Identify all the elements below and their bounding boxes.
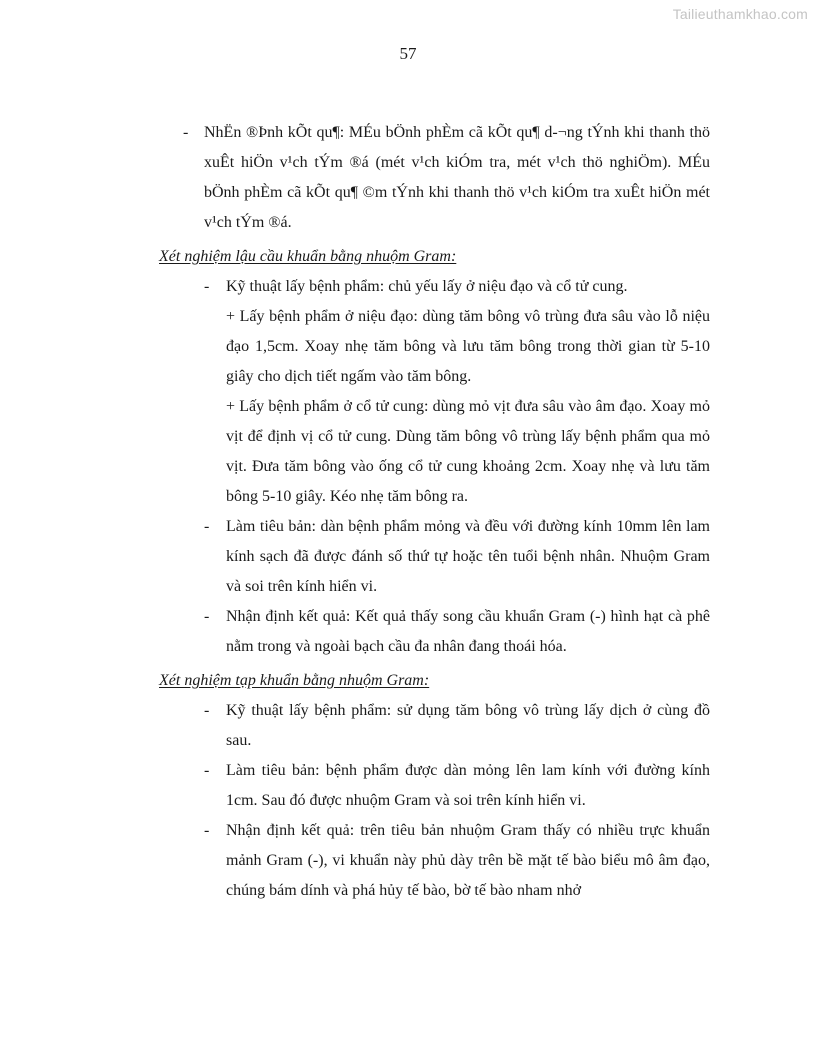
bullet: - (204, 822, 210, 839)
list-item (0, 272, 816, 302)
watermark: Tailieuthamkhao.com (672, 6, 808, 22)
paragraph-text: Nhận định kết quả: Kết quả thấy song cầu khuẩn Gram (-) hình hạt cà phê nằm trong và ngoài bạch cầu đa nhân đang thoái hóa. (226, 608, 710, 655)
paragraph-text: Làm tiêu bản: dàn bệnh phẩm mỏng và đều với đường kính 10mm lên lam kính sạch đã được đánh số thứ tự hoặc tên tuổi bệnh nhân. Nhuộm Gram và soi trên kính hiển vi. (226, 518, 710, 595)
paragraph-text: + Lấy bệnh phẩm ở niệu đạo: dùng tăm bông vô trùng đưa sâu vào lỗ niệu đạo 1,5cm. Xoay nhẹ tăm bông và lưu tăm bông trong thời gian từ 5-10 giây cho dịch tiết ngấm vào tăm bông. (226, 308, 710, 385)
paragraph-text: Kỹ thuật lấy bệnh phẩm: chủ yếu lấy ở niệu đạo và cổ tử cung. (226, 278, 628, 295)
bullet: - (204, 518, 210, 535)
section-heading: Xét nghiệm lậu cầu khuẩn bằng nhuộm Gram: (159, 248, 457, 265)
section-heading: Xét nghiệm tạp khuẩn bằng nhuộm Gram: (159, 672, 430, 689)
bullet: - (204, 702, 210, 719)
list-item (0, 756, 816, 816)
list-item (0, 512, 816, 602)
sub-paragraph (0, 302, 816, 392)
paragraph-text: Nhận định kết quả: trên tiêu bản nhuộm Gram thấy có nhiều trực khuẩn mảnh Gram (-), vi khuẩn này phủ dày trên bề mặt tế bào biểu mô âm đạo, chúng bám dính và phá hủy tế bào, bờ tế bào nham nhở (226, 822, 710, 899)
paragraph-text: Kỹ thuật lấy bệnh phẩm: sử dụng tăm bông vô trùng lấy dịch ở cùng đồ sau. (226, 702, 710, 749)
sub-paragraph (0, 392, 816, 512)
paragraph-text: NhËn ®Þnh kÕt qu¶: MÉu bÖnh phÈm cã kÕt qu¶ d-¬ng tÝnh khi thanh thö xuÊt hiÖn v¹ch tÝm ®á (mét v¹ch kiÓm tra, mét v¹ch thö nghiÖm). MÉu bÖnh phÈm cã kÕt qu¶ ©m tÝnh khi thanh thö v¹ch kiÓm tra xuÊt hiÖn mét v¹ch tÝm ®á. (204, 124, 710, 231)
page-number: 57 (399, 44, 417, 63)
bullet: - (204, 762, 210, 779)
bullet: - (183, 124, 189, 141)
list-item (0, 118, 816, 238)
paragraph-text: Làm tiêu bản: bệnh phẩm được dàn mỏng lên lam kính với đường kính 1cm. Sau đó được nhuộm Gram và soi trên kính hiển vi. (226, 762, 710, 809)
list-item (0, 602, 816, 662)
bullet: - (204, 608, 210, 625)
list-item (0, 816, 816, 906)
bullet: - (204, 278, 210, 295)
list-item (0, 696, 816, 756)
document-body (0, 118, 816, 906)
paragraph-text: + Lấy bệnh phẩm ở cổ tử cung: dùng mỏ vịt đưa sâu vào âm đạo. Xoay mỏ vịt để định vị cổ tử cung. Dùng tăm bông vô trùng lấy bệnh phẩm qua mỏ vịt. Đưa tăm bông vào ống cổ tử cung khoảng 2cm. Xoay nhẹ và lưu tăm bông 5-10 giây. Kéo nhẹ tăm bông ra. (226, 398, 710, 505)
